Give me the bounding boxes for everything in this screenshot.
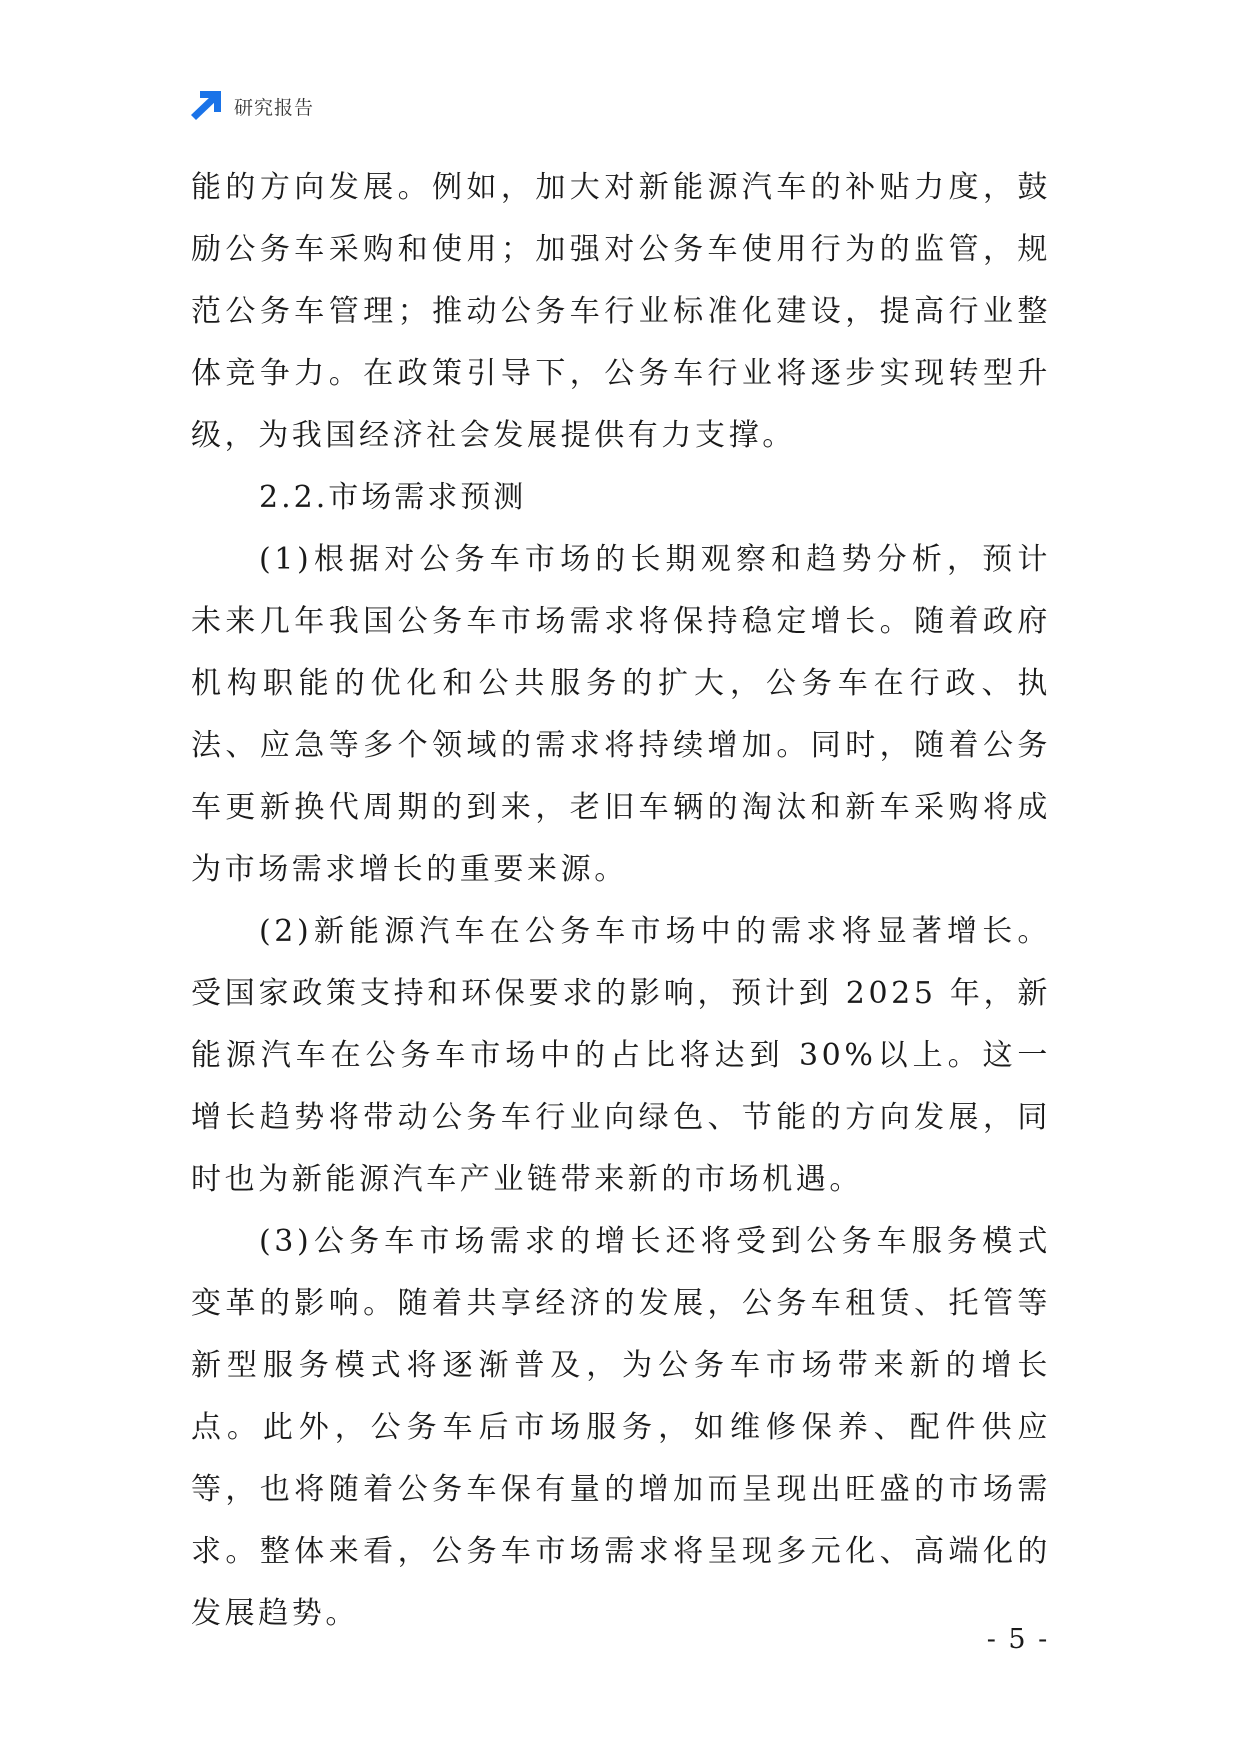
section-paragraph-1: (1)根据对公务车市场的长期观察和趋势分析，预计未来几年我国公务车市场需求将保持稳定增长。随着政府机构职能的优化和公共服务的扩大，公务车在行政、执法、应急等多个领域的需求将持续增加。同时，随着公务车更新换代周期的到来，老旧车辆的淘汰和新车采购将成为市场需求增长的重要来源。 bbox=[191, 542, 1051, 887]
report-header bbox=[190, 88, 314, 124]
section-heading: 2.2.市场需求预测 bbox=[259, 480, 527, 515]
report-brand-label: 研究报告 bbox=[234, 96, 315, 119]
section-paragraph-3: (3)公务车市场需求的增长还将受到公务车服务模式变革的影响。随着共享经济的发展，公务车租赁、托管等新型服务模式将逐渐普及，为公务车市场带来新的增长点。此外，公务车后市场服务，如维修保养、配件供应等，也将随着公务车保有量的增加而呈现出旺盛的市场需求。整体来看，公务车市场需求将呈现多元化、高端化的发展趋势。 bbox=[191, 1224, 1051, 1631]
section-paragraph-2: (2)新能源汽车在公务车市场中的需求将显著增长。受国家政策支持和环保要求的影响，预计到 2025 年，新能源汽车在公务车市场中的占比将达到 30%以上。这一增长趋势将带动公务车行业向绿色、节能的方向发展，同时也为新能源汽车产业链带来新的市场机遇。 bbox=[191, 914, 1051, 1197]
body-paragraph-continuation: 能的方向发展。例如，加大对新能源汽车的补贴力度，鼓励公务车采购和使用；加强对公务车使用行为的监管，规范公务车管理；推动公务车行业标准化建设，提高行业整体竞争力。在政策引导下，公务车行业将逐步实现转型升级，为我国经济社会发展提供有力支撑。 bbox=[191, 170, 1051, 453]
page-number: - 5 - bbox=[986, 1624, 1050, 1655]
document-body bbox=[191, 157, 1051, 1645]
arrow-up-right-logo-icon bbox=[190, 90, 222, 122]
